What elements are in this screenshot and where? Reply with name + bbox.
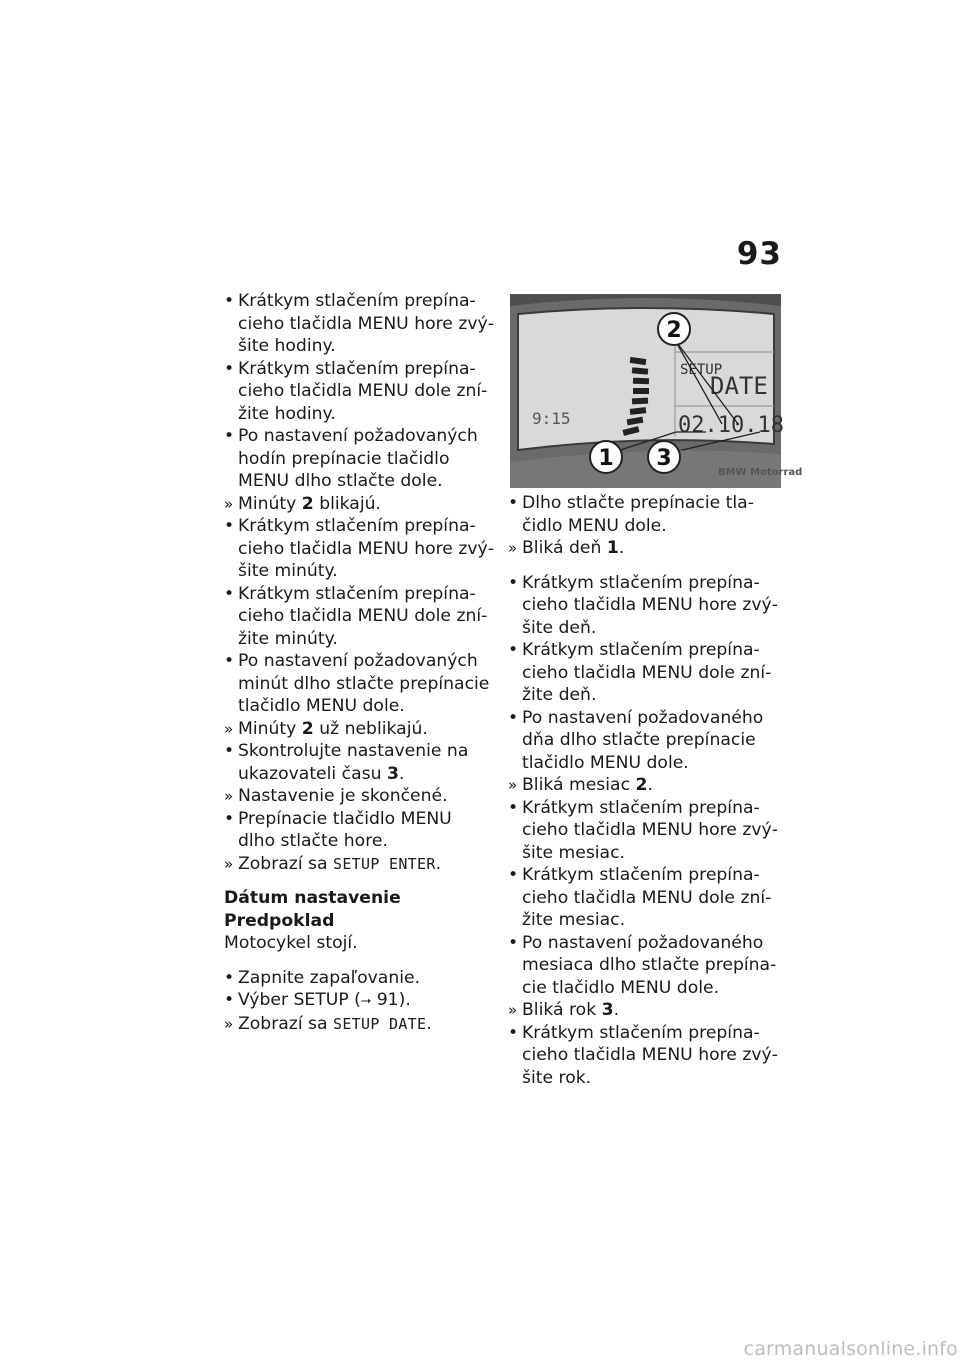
- prerequisite-title: Predpoklad: [224, 910, 335, 931]
- step-item: • Po nastavení požadovaného mesiaca dlho stlačte prepínacie tlačidlo MENU dole.: [508, 932, 784, 1000]
- instrument-display-illustration: [510, 294, 803, 488]
- step-item: • Výber SETUP (⭢ 91).: [224, 989, 494, 1013]
- left-column: [224, 290, 494, 1035]
- callout-1: [590, 441, 622, 473]
- result-item: » Zobrazí sa SETUP DATE.: [224, 1013, 494, 1036]
- spacer: [508, 560, 784, 572]
- step-item: • Krátkym stlačením prepínacieho tlačidla MENU hore zvýšite deň.: [508, 572, 784, 640]
- section-title: Dátum nastavenie: [224, 888, 401, 908]
- step-item: • Krátkym stlačením prepínacieho tlačidla MENU dole znížite mesiac.: [508, 864, 784, 932]
- result-item: » Minúty 2 už neblikajú.: [224, 718, 494, 741]
- step-item: • Krátkym stlačením prepínacieho tlačidla MENU hore zvýšite minúty.: [224, 515, 494, 583]
- page-number: 93: [736, 236, 782, 272]
- right-steps-date: [508, 572, 784, 1090]
- step-item: • Krátkym stlačením prepínacieho tlačidla MENU dole znížite minúty.: [224, 583, 494, 651]
- result-item: » Zobrazí sa SETUP ENTER.: [224, 853, 494, 876]
- page-reference-arrow-icon: ⭢: [360, 993, 372, 1008]
- svg-text:1: 1: [598, 446, 614, 471]
- prerequisite-text: Motocykel stojí.: [224, 933, 358, 953]
- right-steps-day: [508, 492, 784, 560]
- step-item: • Po nastavení požadovaného dňa dlho stlačte prepínacie tlačidlo MENU dole.: [508, 707, 784, 775]
- svg-text:3: 3: [656, 446, 672, 471]
- result-item: » Bliká mesiac 2.: [508, 774, 784, 797]
- brand-mark: BMW Motorrad: [718, 467, 803, 478]
- step-item: • Krátkym stlačením prepínacieho tlačidla MENU hore zvýšite rok.: [508, 1022, 784, 1090]
- step-item: • Po nastavení požadovaných minút dlho stlačte prepínacie tlačidlo MENU dole.: [224, 650, 494, 718]
- step-item: • Dlho stlačte prepínacie tlačidlo MENU dole.: [508, 492, 784, 537]
- step-item: • Krátkym stlačením prepínacieho tlačidla MENU dole znížite hodiny.: [224, 358, 494, 426]
- instrument-cluster-figure: [510, 294, 803, 488]
- step-item: • Krátkym stlačením prepínacieho tlačidla MENU hore zvýšite hodiny.: [224, 290, 494, 358]
- step-item: • Prepínacie tlačidlo MENU dlho stlačte hore.: [224, 808, 494, 853]
- result-item: » Bliká deň 1.: [508, 537, 784, 560]
- left-steps-date: [224, 967, 494, 1036]
- display-date-value: 02.10.18: [678, 413, 784, 438]
- svg-text:2: 2: [666, 318, 682, 343]
- step-item: • Krátkym stlačením prepínacieho tlačidla MENU hore zvýšite mesiac.: [508, 797, 784, 865]
- callout-2: [658, 313, 690, 345]
- spacer: [224, 875, 494, 887]
- right-column: [508, 492, 784, 1089]
- display-setup-text: SETUP: [680, 362, 723, 378]
- footer-watermark-url[interactable]: carmanualsonline.info: [743, 1338, 958, 1360]
- step-item: • Skontrolujte nastavenie na ukazovateli času 3.: [224, 740, 494, 785]
- result-item: » Bliká rok 3.: [508, 999, 784, 1022]
- result-item: » Minúty 2 blikajú.: [224, 493, 494, 516]
- step-item: • Zapnite zapaľovanie.: [224, 967, 494, 990]
- display-date-word: DATE: [710, 372, 768, 400]
- callout-3: [648, 441, 680, 473]
- left-steps-time: [224, 290, 494, 875]
- result-item: » Nastavenie je skončené.: [224, 785, 494, 808]
- display-time: 9:15: [532, 409, 571, 428]
- step-item: • Po nastavení požadovaných hodín prepínacie tlačidlo MENU dlho stlačte dole.: [224, 425, 494, 493]
- spacer: [224, 955, 494, 967]
- step-item: • Krátkym stlačením prepínacieho tlačidla MENU dole znížite deň.: [508, 639, 784, 707]
